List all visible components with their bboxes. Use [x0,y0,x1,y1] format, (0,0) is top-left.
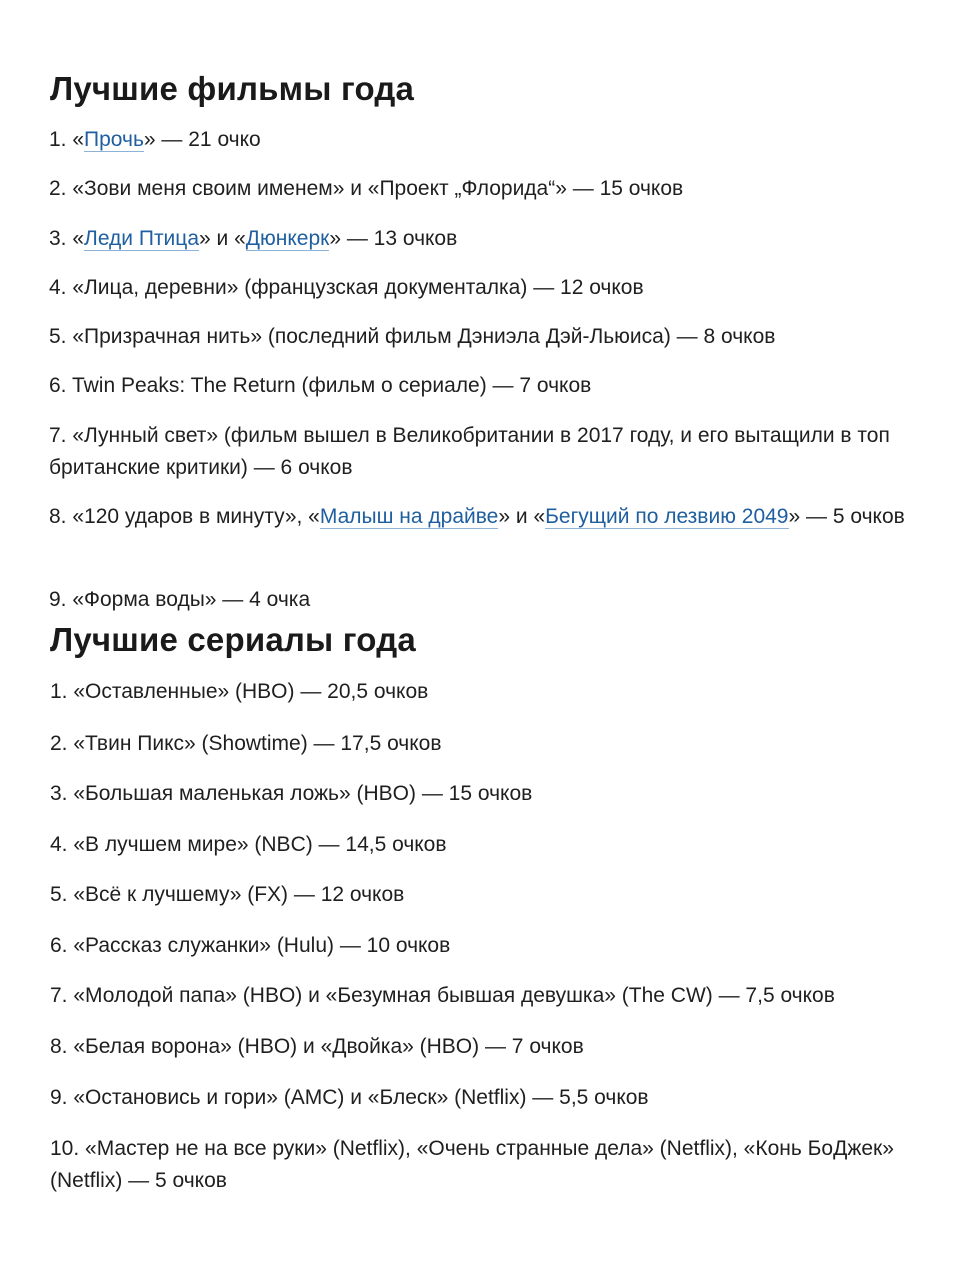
film-item [49,321,929,353]
item-text: » — 21 очко [143,128,261,151]
film-link[interactable]: Леди Птица [84,227,199,250]
item-text: 7. «Молодой папа» (HBO) и «Безумная бывшая девушка» (The CW) — 7,5 очков [50,984,835,1007]
item-text: 7. «Лунный свет» (фильм вышел в Великобритании в 2017 году, и его вытащили в топ британские критики) — 6 очков [49,424,890,479]
item-text: 3. «Большая маленькая ложь» (HBO) — 15 очков [50,782,533,805]
series-item [50,676,930,708]
series-item [50,879,930,911]
film-item [49,370,929,402]
item-text: 3. « [49,227,85,250]
item-text: 1. « [49,128,85,151]
item-text: 8. «Белая ворона» (HBO) и «Двойка» (HBO) — 7 очков [50,1035,584,1058]
films-heading: Лучшие фильмы года [50,70,415,107]
series-item [50,778,930,810]
film-item [49,584,929,616]
item-text: » — 5 очков [788,505,905,528]
item-text: 6. «Рассказ служанки» (Hulu) — 10 очков [50,934,451,957]
film-item [49,272,929,304]
item-text: 9. «Остановись и гори» (AMC) и «Блеск» (Netflix) — 5,5 очков [50,1086,649,1109]
film-link[interactable]: Прочь [84,128,144,151]
series-item [50,1031,930,1063]
film-item [49,124,929,156]
series-item [50,728,930,760]
item-text: 1. «Оставленные» (HBO) — 20,5 очков [50,680,429,703]
item-text: 9. «Форма воды» — 4 очка [49,588,311,611]
film-item [49,501,929,533]
film-item [49,223,929,255]
series-heading: Лучшие сериалы года [50,621,416,658]
item-text: » и « [199,227,246,250]
series-item [50,980,930,1012]
series-item [50,1082,930,1114]
item-text: 5. «Призрачная нить» (последний фильм Дэниэла Дэй-Льюиса) — 8 очков [49,325,776,348]
item-text: 4. «Лица, деревни» (французская документалка) — 12 очков [49,276,644,299]
item-text: 6. Twin Peaks: The Return (фильм о сериале) — 7 очков [49,374,592,397]
film-link[interactable]: Малыш на драйве [319,505,499,528]
item-text: 10. «Мастер не на все руки» (Netflix), «Очень странные дела» (Netflix), «Конь БоДжек» (Netflix) — 5 очков [50,1137,894,1192]
item-text: 8. «120 ударов в минуту», « [49,505,320,528]
item-text: » и « [498,505,546,528]
film-link[interactable]: Бегущий по лезвию 2049 [545,505,789,528]
series-item [50,829,930,861]
item-text: » — 13 очков [329,227,458,250]
item-text: 4. «В лучшем мире» (NBC) — 14,5 очков [50,833,447,856]
item-text: 5. «Всё к лучшему» (FX) — 12 очков [50,883,405,906]
film-item [49,173,929,205]
series-item [50,1133,930,1197]
film-link[interactable]: Дюнкерк [245,227,330,250]
series-item [50,930,930,962]
item-text: 2. «Твин Пикс» (Showtime) — 17,5 очков [50,732,442,755]
item-text: 2. «Зови меня своим именем» и «Проект „Флорида“» — 15 очков [49,177,684,200]
film-item [49,420,929,484]
